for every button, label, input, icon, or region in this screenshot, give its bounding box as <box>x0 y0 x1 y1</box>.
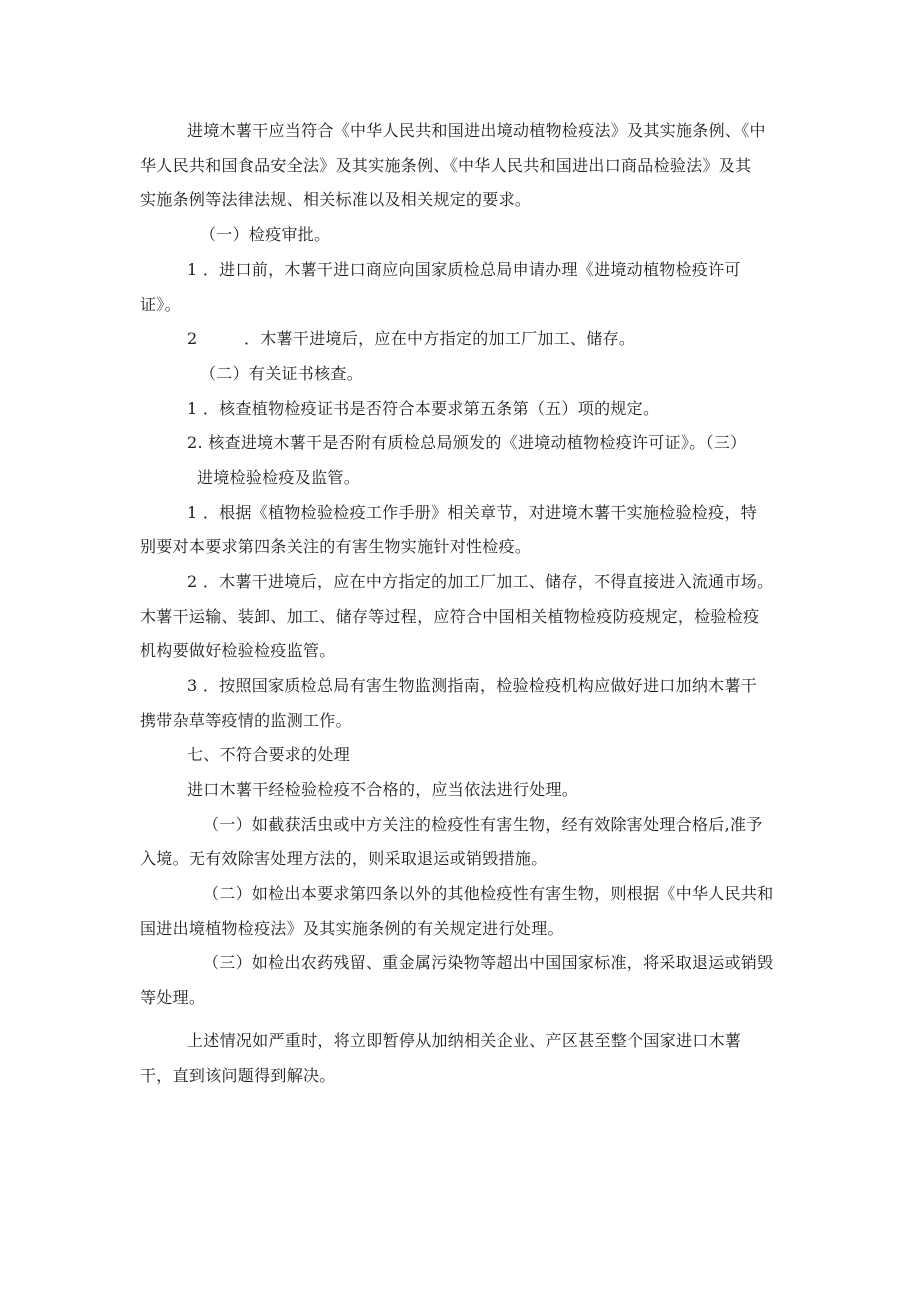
text-line: （三）如检出农药残留、重金属污染物等超出中国国家标准，将采取退运或销毁 <box>203 953 774 972</box>
section-heading: （二）有关证书核查。 <box>200 364 364 383</box>
text-line: 木薯干运输、装卸、加工、储存等过程，应符合中国相关植物检疫防疫规定，检验检疫 <box>140 607 760 626</box>
text-line: 进境木薯干应当符合《中华人民共和国进出境动植物检疫法》及其实施条例、《中 <box>187 121 766 140</box>
text-line: ．木薯干进境后，应在中方指定的加工厂加工、储存。 <box>244 329 636 348</box>
text-line: 携带杂草等疫情的监测工作。 <box>140 711 352 730</box>
text-line: 2 ．木薯干进境后，应在中方指定的加工厂加工、储存，不得直接进入流通市场。 <box>187 572 774 591</box>
text-line: 入境。无有效除害处理方法的，则采取退运或销毁措施。 <box>140 849 548 868</box>
section-heading: 进境检验检疫及监管。 <box>197 468 361 487</box>
text-line: 证》。 <box>140 295 181 314</box>
text-line: （一）如截获活虫或中方关注的检疫性有害生物，经有效除害处理合格后,准予 <box>203 815 763 834</box>
text-line: 等处理。 <box>140 988 206 1007</box>
text-line: 1 ．核查植物检疫证书是否符合本要求第五条第（五）项的规定。 <box>187 399 660 418</box>
text-line: 实施条例等法律法规、相关标准以及相关规定的要求。 <box>140 190 532 209</box>
item-number: 2 <box>187 329 198 348</box>
text-line: 3 ．按照国家质检总局有害生物监测指南，检验检疫机构应做好进口加纳木薯干 <box>187 676 758 695</box>
text-line: 别要对本要求第四条关注的有害生物实施针对性检疫。 <box>140 537 532 556</box>
text-line: 华人民共和国食品安全法》及其实施条例、《中华人民共和国进出口商品检验法》及其 <box>140 156 752 175</box>
text-line: 国进出境植物检疫法》及其实施条例的有关规定进行处理。 <box>140 919 564 938</box>
section-heading: （一）检疫审批。 <box>200 225 331 244</box>
text-line: 1 ．根据《植物检验检疫工作手册》相关章节，对进境木薯干实施检验检疫，特 <box>187 503 758 522</box>
text-line: （二）如检出本要求第四条以外的其他检疫性有害生物，则根据《中华人民共和 <box>203 884 774 903</box>
text-line: 干，直到该问题得到解决。 <box>140 1066 336 1085</box>
text-line: 进口木薯干经检验检疫不合格的，应当依法进行处理。 <box>187 780 579 799</box>
text-line: 机构要做好检验检疫监管。 <box>140 641 336 660</box>
text-line: 2. 核查进境木薯干是否附有质检总局颁发的《进境动植物检疫许可证》。（三） <box>187 433 747 452</box>
text-line: 上述情况如严重时，将立即暂停从加纳相关企业、产区甚至整个国家进口木薯 <box>187 1031 742 1050</box>
text-line: 1 ．进口前，木薯干进口商应向国家质检总局申请办理《进境动植物检疫许可 <box>187 260 741 279</box>
section-heading: 七、不符合要求的处理 <box>187 745 351 764</box>
